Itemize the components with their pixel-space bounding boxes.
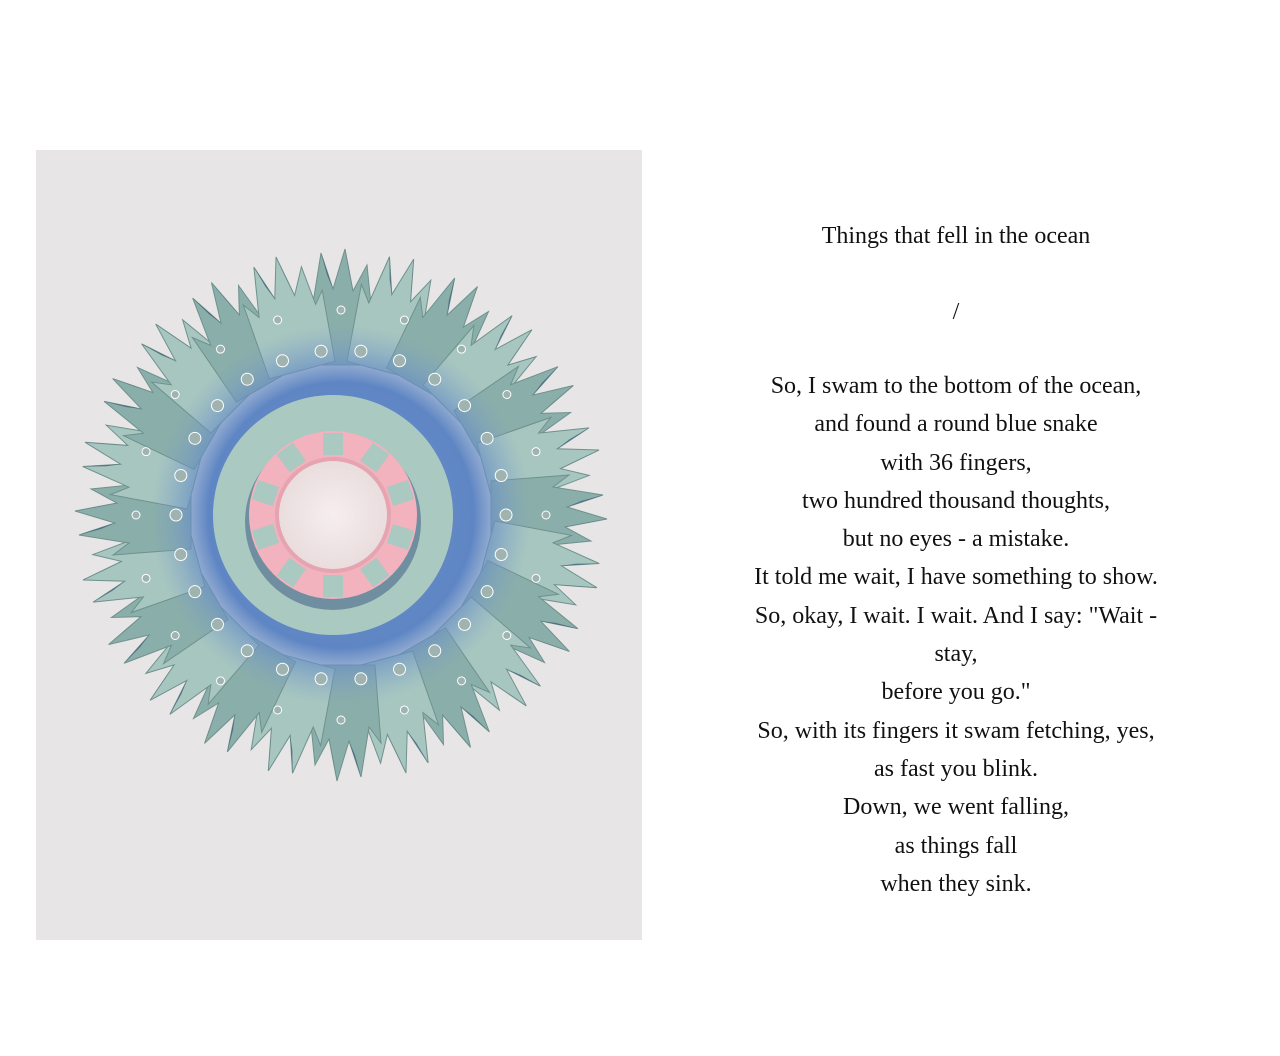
sculpture-hole [337, 306, 345, 314]
poem-line: and found a round blue snake [814, 411, 1098, 438]
sculpture-hole [171, 391, 179, 399]
sculpture-hole [241, 373, 253, 385]
sculpture-hole [217, 345, 225, 353]
sculpture-hole [394, 355, 406, 367]
poem-title: Things that fell in the ocean [821, 223, 1091, 249]
sculpture-hole [457, 677, 465, 685]
sculpture-hole [429, 645, 441, 657]
poem-line: It told me wait, I have something to show. [754, 564, 1158, 591]
sculpture-hole [532, 574, 540, 582]
poem-line: before you go." [881, 679, 1031, 706]
sculpture-hole [142, 448, 150, 456]
sculpture-hole [503, 391, 511, 399]
sculpture-hole [481, 586, 493, 598]
sculpture-hole [274, 316, 282, 324]
sculpture-hole [355, 345, 367, 357]
sculpture-hole [503, 631, 511, 639]
sculpture-hole [532, 448, 540, 456]
center-hole [277, 459, 389, 571]
sculpture-hole [429, 373, 441, 385]
sculpture-hole [142, 574, 150, 582]
poem-line: So, okay, I wait. I wait. And I say: "Wait - [754, 602, 1158, 629]
sculpture-hole [495, 470, 507, 482]
sculpture-hole [457, 345, 465, 353]
sculpture-hole [217, 677, 225, 685]
sculpture-hole [175, 548, 187, 560]
sculpture-hole [211, 618, 223, 630]
sculpture-hole [400, 706, 408, 714]
sculpture-hole [459, 400, 471, 412]
blue-sun-sculpture-icon [36, 150, 642, 940]
poem-line: as fast you blink. [874, 755, 1038, 782]
sculpture-hole [542, 511, 550, 519]
poem-body [716, 367, 1196, 903]
sculpture-hole [500, 509, 512, 521]
sculpture-hole [459, 618, 471, 630]
poem-line: stay, [934, 641, 978, 668]
sculpture-hole [481, 432, 493, 444]
sculpture-hole [315, 673, 327, 685]
ring-tile [323, 575, 343, 597]
poem-line: but no eyes - a mistake. [842, 526, 1070, 553]
ring-tile [323, 433, 343, 455]
sculpture-hole [189, 432, 201, 444]
sculpture-hole [132, 511, 140, 519]
poem-separator: / [952, 299, 960, 325]
sculpture-hole [276, 663, 288, 675]
sculpture-hole [175, 470, 187, 482]
sculpture-hole [315, 345, 327, 357]
artwork-photo [36, 150, 642, 940]
sculpture-hole [495, 548, 507, 560]
sculpture-hole [337, 716, 345, 724]
sculpture-hole [274, 706, 282, 714]
sculpture-hole [189, 586, 201, 598]
poem-line: So, I swam to the bottom of the ocean, [770, 373, 1142, 399]
poem-line: as things fall [894, 832, 1018, 859]
sculpture-hole [394, 663, 406, 675]
poem-line: two hundred thousand thoughts, [802, 487, 1110, 514]
sculpture-hole [355, 673, 367, 685]
poem-line: Down, we went falling, [843, 794, 1069, 821]
sculpture-hole [211, 400, 223, 412]
poem-line: when they sink. [880, 870, 1032, 897]
poem-line: So, with its fingers it swam fetching, yes, [757, 717, 1155, 744]
sculpture-hole [241, 645, 253, 657]
sculpture-hole [400, 316, 408, 324]
poem-line: with 36 fingers, [880, 449, 1032, 476]
poem [716, 218, 1196, 903]
sculpture-hole [171, 631, 179, 639]
sculpture-hole [170, 509, 182, 521]
sculpture-hole [276, 355, 288, 367]
